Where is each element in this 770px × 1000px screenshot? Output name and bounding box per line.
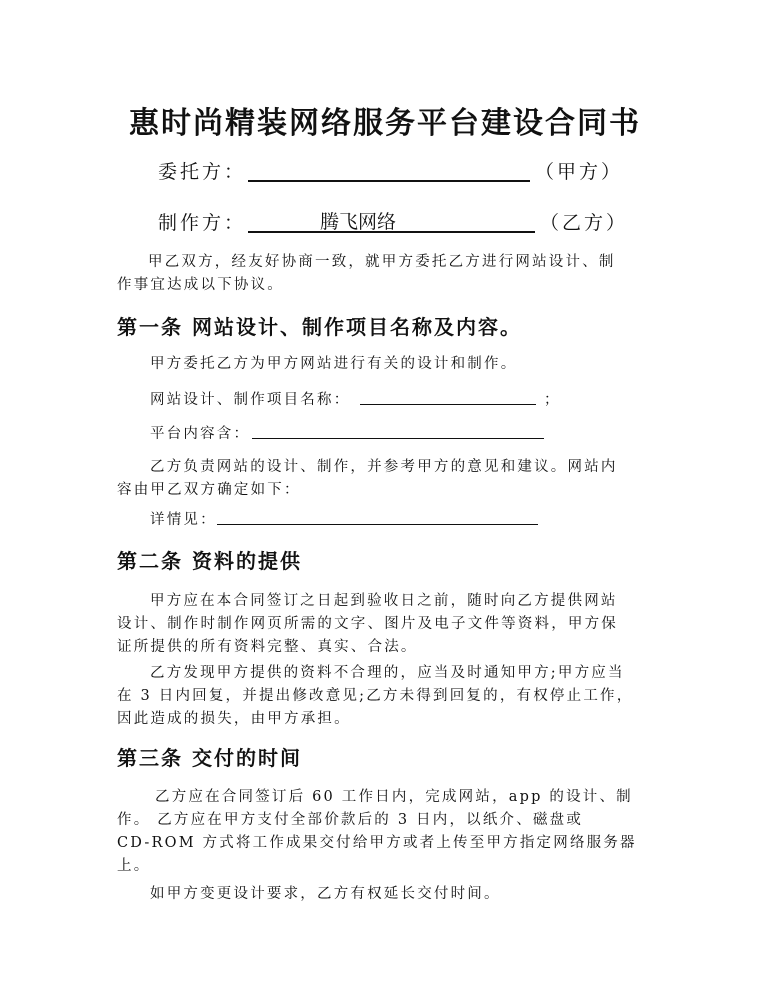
article-2-p2-line-2: 在 3 日内回复，并提出修改意见;乙方未得到回复的，有权停止工作， bbox=[117, 688, 634, 704]
project-name-field[interactable] bbox=[360, 382, 536, 405]
article-1-p2-line-2: 容由甲乙双方确定如下： bbox=[117, 482, 301, 498]
article-3-p2: 如甲方变更设计要求，乙方有权延长交付时间。 bbox=[150, 886, 501, 902]
intro-line-2: 作事宜达成以下协议。 bbox=[117, 277, 284, 293]
article-3-p1-line-2: 作。 乙方应在甲方支付全部价款后的 3 日内，以纸介、磁盘或 bbox=[117, 812, 584, 828]
project-name-label: 网站设计、制作项目名称： bbox=[150, 392, 351, 408]
article-2-p1-line-2: 设计、制作时制作网页所需的文字、图片及电子文件等资料，甲方保 bbox=[117, 616, 618, 632]
article-2-p2-line-1: 乙方发现甲方提供的资料不合理的，应当及时通知甲方;甲方应当 bbox=[150, 665, 625, 681]
details-field[interactable] bbox=[217, 502, 538, 525]
article-3-p1-line-4: 上。 bbox=[117, 858, 151, 874]
party-a-name-field[interactable] bbox=[248, 156, 530, 182]
article-2-p1-line-3: 证所提供的所有资料完整、真实、合法。 bbox=[117, 639, 418, 655]
article-3-p1-line-1: 乙方应在合同签订后 60 工作日内，完成网站，app 的设计、制 bbox=[155, 789, 633, 805]
article-3-p1-line-3: CD-ROM 方式将工作成果交付给甲方或者上传至甲方指定网络服务器 bbox=[117, 835, 637, 851]
details-label: 详情见： bbox=[150, 512, 217, 528]
party-a-label: 委托方： bbox=[158, 161, 247, 183]
platform-content-field[interactable] bbox=[252, 416, 544, 439]
article-2-p2-line-3: 因此造成的损失，由甲方承担。 bbox=[117, 711, 351, 727]
party-b-label: 制作方： bbox=[158, 212, 247, 234]
article-1-p2-line-1: 乙方负责网站的设计、制作，并参考甲方的意见和建议。网站内 bbox=[150, 459, 618, 475]
party-a-role: （甲方） bbox=[535, 161, 624, 183]
document-title: 惠时尚精装网络服务平台建设合同书 bbox=[129, 106, 641, 141]
intro-line-1: 甲乙双方，经友好协商一致，就甲方委托乙方进行网站设计、制 bbox=[148, 254, 616, 270]
platform-content-label: 平台内容含： bbox=[150, 426, 251, 442]
article-3-heading: 第三条 交付的时间 bbox=[117, 746, 302, 770]
party-b-role: （乙方） bbox=[540, 212, 629, 234]
article-1-p1: 甲方委托乙方为甲方网站进行有关的设计和制作。 bbox=[150, 356, 518, 372]
article-2-p1-line-1: 甲方应在本合同签订之日起到验收日之前，随时向乙方提供网站 bbox=[150, 593, 618, 609]
party-b-name: 腾飞网络 bbox=[320, 211, 397, 233]
article-1-heading: 第一条 网站设计、制作项目名称及内容。 bbox=[117, 315, 522, 339]
party-b-name-field[interactable] bbox=[248, 207, 535, 233]
article-2-heading: 第二条 资料的提供 bbox=[117, 549, 302, 573]
project-name-suffix: ； bbox=[544, 392, 561, 408]
